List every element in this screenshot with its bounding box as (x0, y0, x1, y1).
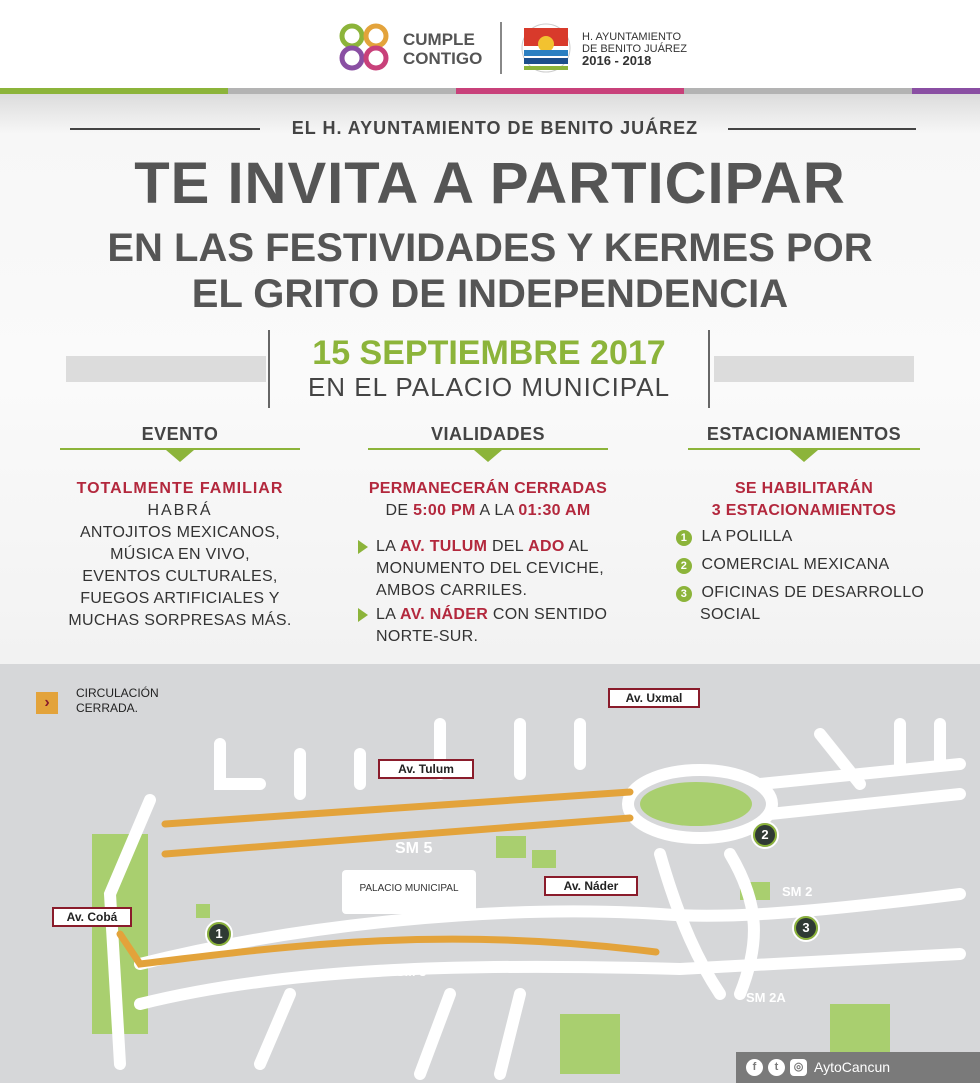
evento-item: MÚSICA EN VIVO, (110, 546, 250, 563)
evento-item: FUEGOS ARTIFICIALES Y (80, 590, 280, 607)
rule-left (70, 128, 260, 130)
rule-right (728, 128, 916, 130)
logo1-text (403, 30, 482, 68)
evento-pointer (166, 450, 194, 462)
title-line2: EN LAS FESTIVIDADES Y KERMES POR (107, 226, 873, 270)
vialidades-pointer (474, 450, 502, 462)
event-date: 15 SEPTIEMBRE 2017 (312, 334, 666, 372)
closed-road-legend-icon: › (36, 692, 58, 714)
facebook-icon[interactable]: f (746, 1059, 763, 1076)
vialidades-body (352, 478, 624, 522)
logo2-line2: DE BENITO JUÁREZ (582, 43, 687, 55)
sm5-label: SM 5 (395, 840, 433, 857)
vialidades-item2: LA AV. NÁDER CON SENTIDO NORTE-SUR. (376, 606, 608, 645)
estacionamientos-heading: ESTACIONAMIENTOS (706, 424, 902, 444)
parking-number: 1 (676, 530, 692, 546)
evento-item: MUCHAS SORPRESAS MÁS. (68, 612, 292, 629)
header-divider (500, 22, 502, 74)
list-item: 3 OFICINAS DE DESARROLLO SOCIAL (676, 582, 966, 626)
list-item: 1 LA POLILLA (676, 526, 966, 548)
sm2a-label: SM 2A (746, 990, 786, 1005)
label-av-coba: Av. Cobá (52, 907, 132, 927)
date-bar-left (66, 356, 266, 382)
title-line3: EL GRITO DE INDEPENDENCIA (191, 272, 789, 316)
parking-marker-1: 1 (205, 920, 233, 948)
vialidades-time (352, 500, 624, 522)
logo1-line2: CONTIGO (403, 49, 483, 68)
time-end: 01:30 AM (518, 502, 591, 519)
vialidades-heading: VIALIDADES (430, 424, 545, 444)
sm2-label: SM 2 (782, 884, 813, 899)
evento-item: EVENTOS CULTURALES, (82, 568, 278, 585)
legend-line2: CERRADA. (76, 701, 139, 715)
route-map (0, 664, 980, 1083)
time-start: 5:00 PM (413, 502, 476, 519)
ayuntamiento-seal (518, 22, 574, 74)
legend-line1: CIRCULACIÓN (76, 686, 159, 700)
logo2-text (582, 31, 687, 67)
title-line1: TE INVITA A PARTICIPAR (134, 151, 846, 216)
estacionamientos-body (688, 478, 920, 522)
estacionamientos-highlight1: SE HABILITARÁN (734, 480, 874, 497)
header (0, 0, 980, 92)
vialidades-item1: LA AV. TULUM DEL ADO AL MONUMENTO DEL CEVICHE, AMBOS CARRILES. (376, 538, 604, 599)
list-item: 2 COMERCIAL MEXICANA (676, 554, 966, 576)
parking-marker-3: 3 (792, 914, 820, 942)
social-handle[interactable]: AytoCancun (814, 1059, 891, 1075)
map-streets (0, 664, 980, 1083)
bullet-arrow-icon (358, 540, 368, 554)
label-av-nader: Av. Náder (544, 876, 638, 896)
estacionamientos-list (676, 526, 966, 626)
logo2-line1: H. AYUNTAMIENTO (582, 31, 682, 43)
vialidades-highlight: PERMANECERÁN CERRADAS (368, 480, 608, 497)
evento-heading: EVENTO (141, 424, 219, 444)
evento-highlight: TOTALMENTE FAMILIAR (76, 480, 284, 497)
logo1-line1: CUMPLE (403, 30, 475, 49)
estacionamientos-highlight2: 3 ESTACIONAMIENTOS (711, 502, 897, 519)
palacio-label: PALACIO MUNICIPAL (359, 883, 459, 894)
evento-item: ANTOJITOS MEXICANOS, (79, 524, 281, 541)
time-prefix: DE (385, 502, 409, 519)
estacionamientos-pointer (790, 450, 818, 462)
time-mid: A LA (479, 502, 514, 519)
footer (736, 1052, 980, 1083)
date-divider-right (708, 330, 710, 408)
bullet-arrow-icon (358, 608, 368, 622)
parking-marker-2: 2 (751, 821, 779, 849)
sm3-label: SM 3 (396, 964, 427, 979)
logo2-line3: 2016 - 2018 (582, 53, 652, 68)
evento-body (50, 478, 310, 632)
label-av-tulum: Av. Tulum (378, 759, 474, 779)
evento-intro: HABRÁ (147, 502, 213, 519)
subtitle: EL H. AYUNTAMIENTO DE BENITO JUÁREZ (291, 118, 699, 138)
event-place: EN EL PALACIO MUNICIPAL (307, 372, 671, 402)
parking-number: 2 (676, 558, 692, 574)
twitter-icon[interactable]: t (768, 1059, 785, 1076)
date-bar-right (714, 356, 914, 382)
label-av-uxmal: Av. Uxmal (608, 688, 700, 708)
instagram-icon[interactable]: ◎ (790, 1059, 807, 1076)
legend-text (76, 686, 159, 716)
parking-number: 3 (676, 586, 692, 602)
cumple-contigo-logo (338, 22, 394, 74)
